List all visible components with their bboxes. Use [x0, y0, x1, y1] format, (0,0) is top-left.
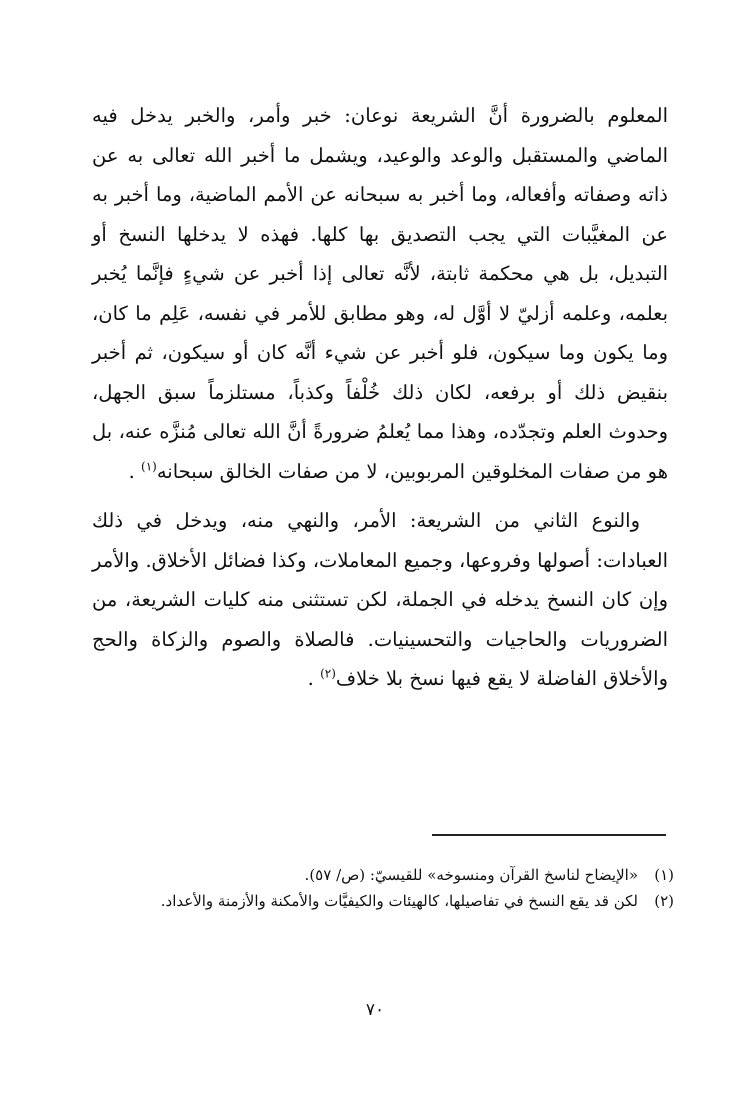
- footnote-1: [92, 862, 674, 888]
- paragraph-1: المعلوم بالضرورة أنَّ الشريعة نوعان: خبر وأمر، والخبر يدخل فيه الماضي والمستقبل والوعد والوعيد، ويشمل ما أخبر الله تعالى به عن ذاته وصفاته وأفعاله، وما أخبر به سبحانه عن الأمم الماضية، وما أخبر به عن المغيَّبات التي يجب التصديق بها كلها. فهذه لا يدخلها النسخ أو التبديل، بل هي محكمة ثابتة، لأنَّه تعالى إذا أخبر عن شيءٍ فإنَّما يُخبر بعلمه، وعلمه أزليّ لا أوَّل له، وهو مطابق للأمر في نفسه، عَلِم ما كان، وما يكون وما سيكون، فلو أخبر عن شيء أنَّه كان أو سيكون، ثم أخبر بنقيض ذلك أو برفعه، لكان ذلك خُلْفاً وكذباً، مستلزماً سبق الجهل، وحدوث العلم وتجدّده، وهذا مما يُعلمُ ضرورةً أنَّ الله تعالى مُنزَّه عنه، بل هو من صفات المخلوقين المربوبين، لا من صفات الخالق سبحانه$^{(١)}$ .: [92, 104, 668, 483]
- footnotes: [92, 862, 674, 914]
- footnote-2: [92, 888, 674, 914]
- footnote-ref-1: (١): [141, 459, 157, 473]
- footnote-2-text: لكن قد يقع النسخ في تفاصيلها، كالهيئات والكيفيَّات والأمكنة والأزمنة والأعداد.: [160, 892, 638, 910]
- paragraph-2: والنوع الثاني من الشريعة: الأمر، والنهي منه، ويدخل في ذلك العبادات: أصولها وفروعها، وجميع المعاملات، وكذا فضائل الأخلاق. والأمر وإن كان النسخ يدخله في الجملة، لكن تستثنى منه كليات الشريعة، من الضروريات والحاجيات والتحسينيات. فالصلاة والصوم والزكاة والحج والأخلاق الفاضلة لا يقع فيها نسخ بلا خلاف$^{(٢)}$ .: [92, 509, 668, 690]
- footnote-1-number: (١): [654, 866, 674, 884]
- footnote-separator: [432, 834, 666, 836]
- footnote-ref-2: (٢): [320, 666, 336, 681]
- footnote-1-text: «الإيضاح لناسخ القرآن ومنسوخه» للقيسيّ: (ص/ ٥٧).: [304, 866, 638, 884]
- footnote-2-number: (٢): [654, 892, 674, 910]
- main-text: [92, 96, 668, 699]
- paragraph-2-text: والنوع الثاني من الشريعة: الأمر، والنهي منه، ويدخل في ذلك العبادات: أصولها وفروعها، وجميع المعاملات، وكذا فضائل الأخلاق. والأمر وإن كان النسخ يدخله في الجملة، لكن تستثنى منه كليات الشريعة، من الضروريات والحاجيات والتحسينيات. فالصلاة والصوم والزكاة والحج والأخلاق الفاضلة لا يقع فيها نسخ بلا خلاف: [92, 509, 668, 690]
- page-number: ٧٠: [365, 1000, 385, 1020]
- paragraph-1-text: المعلوم بالضرورة أنَّ الشريعة نوعان: خبر وأمر، والخبر يدخل فيه الماضي والمستقبل والوعد والوعيد، ويشمل ما أخبر الله تعالى به عن ذاته وصفاته وأفعاله، وما أخبر به سبحانه عن الأمم الماضية، وما أخبر به عن المغيَّبات التي يجب التصديق بها كلها. فهذه لا يدخلها النسخ أو التبديل، بل هي محكمة ثابتة، لأنَّه تعالى إذا أخبر عن شيءٍ فإنَّما يُخبر بعلمه، وعلمه أزليّ لا أوَّل له، وهو مطابق للأمر في نفسه، عَلِم ما كان، وما يكون وما سيكون، فلو أخبر عن شيء أنَّه كان أو سيكون، ثم أخبر بنقيض ذلك أو برفعه، لكان ذلك خُلْفاً وكذباً، مستلزماً سبق الجهل، وحدوث العلم وتجدّده، وهذا مما يُعلمُ ضرورةً أنَّ الله تعالى مُنزَّه عنه، بل هو من صفات المخلوقين المربوبين، لا من صفات الخالق سبحانه: [92, 104, 668, 483]
